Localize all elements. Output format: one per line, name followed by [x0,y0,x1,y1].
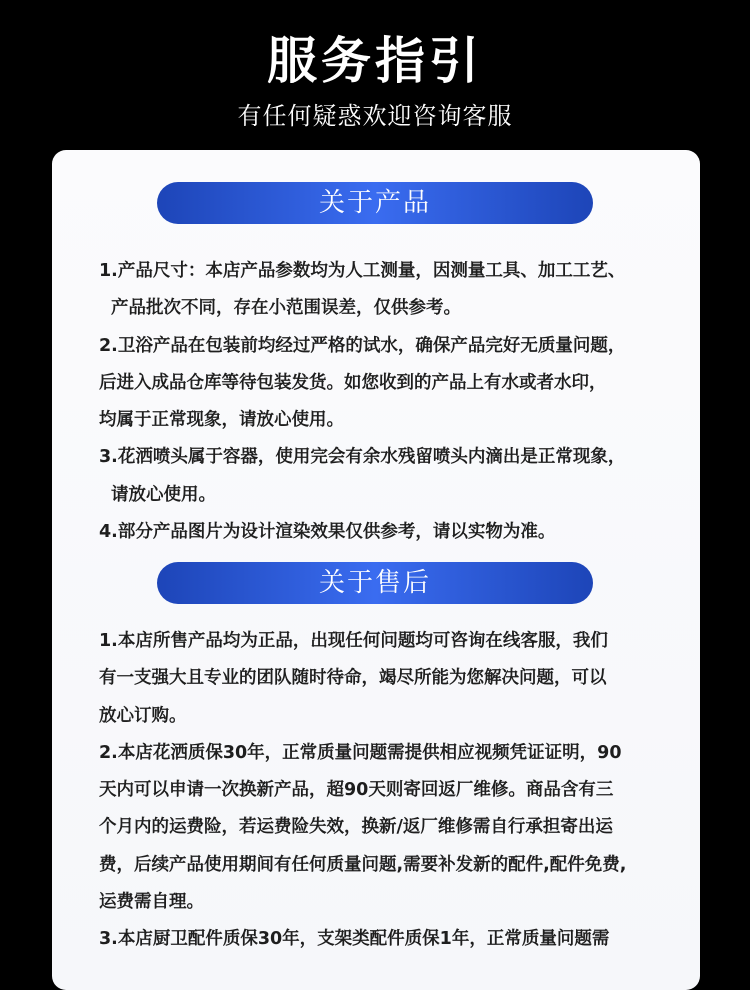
text-line: 费，后续产品使用期间有任何质量问题,需要补发新的配件,配件免费, [99,854,627,875]
text-line: 3.花洒喷头属于容器，使用完会有余水残留喷头内滴出是正常现象， [99,447,626,468]
text-line: 请放心使用。 [111,484,216,505]
text-line: 2.本店花洒质保30年，正常质量问题需提供相应视频凭证证明，90 [99,742,622,763]
text-line: 天内可以申请一次换新产品，超90天则寄回返厂维修。商品含有三 [99,780,614,801]
text-line: 后进入成品仓库等待包装发货。如您收到的产品上有水或者水印， [99,372,607,393]
text-line: 有一支强大且专业的团队随时待命，竭尽所能为您解决问题，可以 [99,668,607,689]
text-line: 放心订购。 [99,705,187,726]
service-card [52,150,700,990]
product-notes [99,253,686,551]
section-heading-product: 关于产品 [157,182,593,224]
text-line: 4.部分产品图片为设计渲染效果仅供参考，请以实物为准。 [99,522,556,543]
text-line: 运费需自理。 [99,892,204,913]
text-line: 均属于正常现象，请放心使用。 [99,410,344,431]
page-title: 服务指引 [267,32,483,90]
text-line: 1.本店所售产品均为正品，出现任何问题均可咨询在线客服，我们 [99,631,608,651]
text-line: 产品批次不同，存在小范围误差，仅供参考。 [111,298,461,319]
after-sales-notes [99,623,686,959]
text-line: 个月内的运费险，若运费险失效，换新/返厂维修需自行承担寄出运 [99,817,613,838]
header [0,0,750,150]
section-heading-after-sales: 关于售后 [157,562,593,604]
text-line: 2.卫浴产品在包装前均经过严格的试水，确保产品完好无质量问题， [99,335,626,356]
page-subtitle: 有任何疑惑欢迎咨询客服 [237,102,513,130]
text-line: 3.本店厨卫配件质保30年，支架类配件质保1年，正常质量问题需 [99,929,610,950]
text-line: 1.产品尺寸：本店产品参数均为人工测量，因测量工具、加工工艺、 [99,261,626,281]
